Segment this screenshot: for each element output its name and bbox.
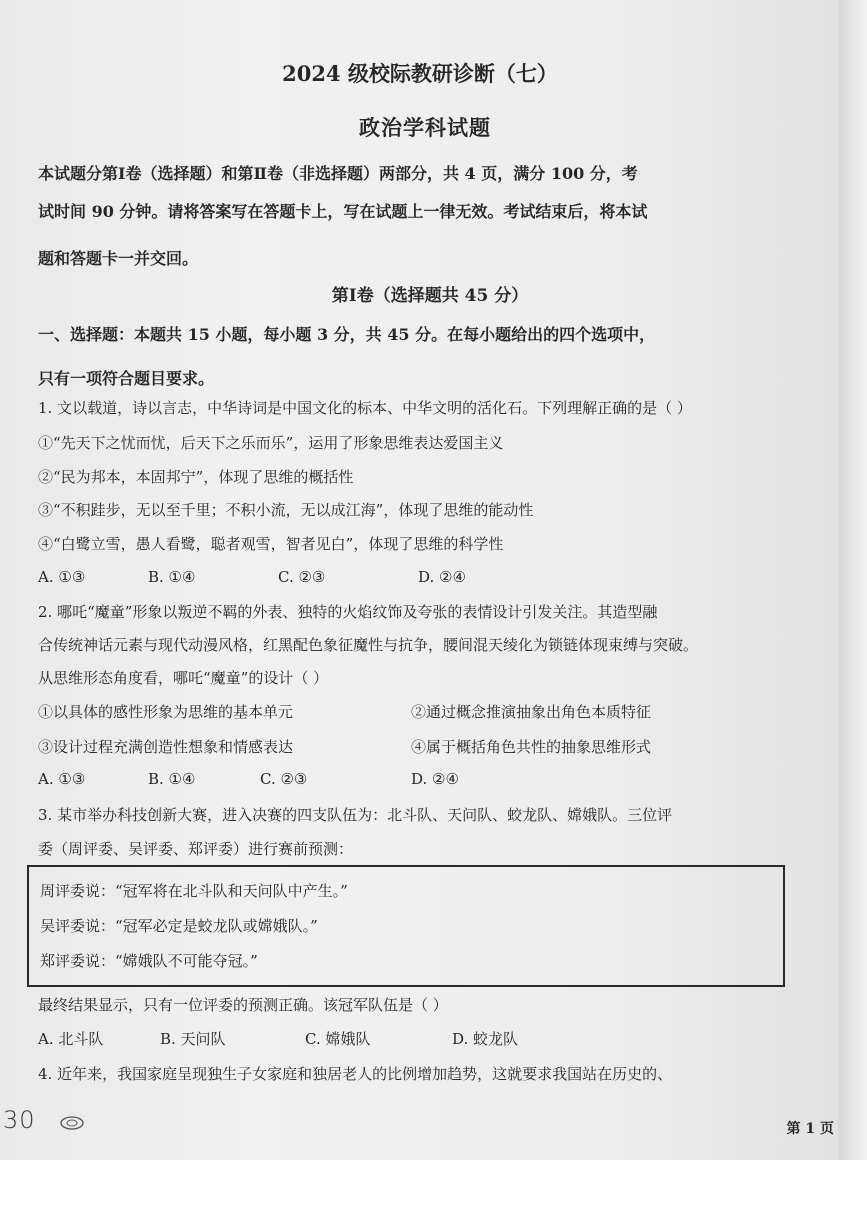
q1-statement-2: ②“民为邦本，本固邦宁”，体现了思维的概括性 [38, 468, 354, 486]
q2-option-b: B. ①④ [148, 770, 196, 788]
q3-option-b: B. 天问队 [160, 1030, 226, 1048]
q2-statement-3: ③设计过程充满创造性想象和情感表达 [38, 738, 294, 756]
q1-statement-1: ①“先天下之忧而忧，后天下之乐而乐”，运用了形象思维表达爱国主义 [38, 434, 504, 452]
paper-edge-shadow [838, 0, 867, 1160]
q1-option-d: D. ②④ [418, 568, 466, 586]
part-instruction-2: 只有一项符合题目要求。 [38, 369, 215, 388]
q1-option-a: A. ①③ [38, 568, 86, 586]
q1-option-c: C. ②③ [278, 568, 326, 586]
q2-statement-2: ②通过概念推演抽象出角色本质特征 [411, 703, 652, 721]
q3-option-a: A. 北斗队 [38, 1030, 104, 1048]
q2-option-d: D. ②④ [411, 770, 459, 788]
q2-option-a: A. ①③ [38, 770, 86, 788]
q3-stem-1: 3. 某市举办科技创新大赛，进入决赛的四支队伍为：北斗队、天问队、蛟龙队、嫦娥队。三位评 [38, 806, 673, 824]
q2-option-c: C. ②③ [260, 770, 308, 788]
q3-quote-1: 周评委说：“冠军将在北斗队和天问队中产生。” [40, 882, 348, 900]
page-number: 第 1 页 [786, 1121, 834, 1137]
intro-line-2: 试时间 90 分钟。请将答案写在答题卡上，写在试题上一律无效。考试结束后，将本试 [38, 202, 648, 221]
watermark-badge-icon [59, 1115, 85, 1131]
subject-title: 政治学科试题 [359, 115, 491, 140]
q3-option-d: D. 蛟龙队 [452, 1030, 519, 1048]
q2-statement-1: ①以具体的感性形象为思维的基本单元 [38, 703, 294, 721]
q2-stem-3: 从思维形态角度看，哪吒“魔童”的设计（ ） [38, 669, 329, 687]
q3-stem-2: 委（周评委、吴评委、郑评委）进行赛前预测： [38, 840, 354, 858]
part-instruction-1: 一、选择题：本题共 15 小题，每小题 3 分，共 45 分。在每小题给出的四个选项中， [38, 325, 656, 344]
q3-option-c: C. 嫦娥队 [305, 1030, 371, 1048]
q1-stem: 1. 文以载道，诗以言志，中华诗词是中国文化的标本、中华文明的活化石。下列理解正确的是（ ） [38, 399, 692, 417]
q1-option-b: B. ①④ [148, 568, 196, 586]
q3-quote-3: 郑评委说：“嫦娥队不可能夺冠。” [40, 952, 258, 970]
q3-result: 最终结果显示，只有一位评委的预测正确。该冠军队伍是（ ） [38, 996, 448, 1014]
q1-statement-3: ③“不积跬步，无以至千里；不积小流，无以成江海”，体现了思维的能动性 [38, 501, 534, 519]
q2-statement-4: ④属于概括角色共性的抽象思维形式 [411, 738, 652, 756]
watermark-number: 30 [3, 1106, 36, 1134]
q4-stem: 4. 近年来，我国家庭呈现独生子女家庭和独居老人的比例增加趋势，这就要求我国站在历史的、 [38, 1065, 673, 1083]
intro-line-1: 本试题分第Ⅰ卷（选择题）和第Ⅱ卷（非选择题）两部分，共 4 页，满分 100 分，考 [38, 164, 638, 183]
q3-quote-2: 吴评委说：“冠军必定是蛟龙队或嫦娥队。” [40, 917, 318, 935]
intro-line-3: 题和答题卡一并交回。 [38, 249, 199, 268]
q2-stem-2: 合传统神话元素与现代动漫风格，红黑配色象征魔性与抗争，腰间混天绫化为锁链体现束缚与突破。 [38, 636, 699, 654]
section-title: 第Ⅰ卷（选择题共 45 分） [331, 286, 529, 306]
camera-watermark [3, 1106, 93, 1136]
page-title: 2024 级校际教研诊断（七） [282, 61, 558, 86]
q2-stem-1: 2. 哪吒“魔童”形象以叛逆不羁的外表、独特的火焰纹饰及夸张的表情设计引发关注。其造型融 [38, 603, 658, 621]
q1-statement-4: ④“白鹭立雪，愚人看鹭，聪者观雪，智者见白”，体现了思维的科学性 [38, 535, 504, 553]
